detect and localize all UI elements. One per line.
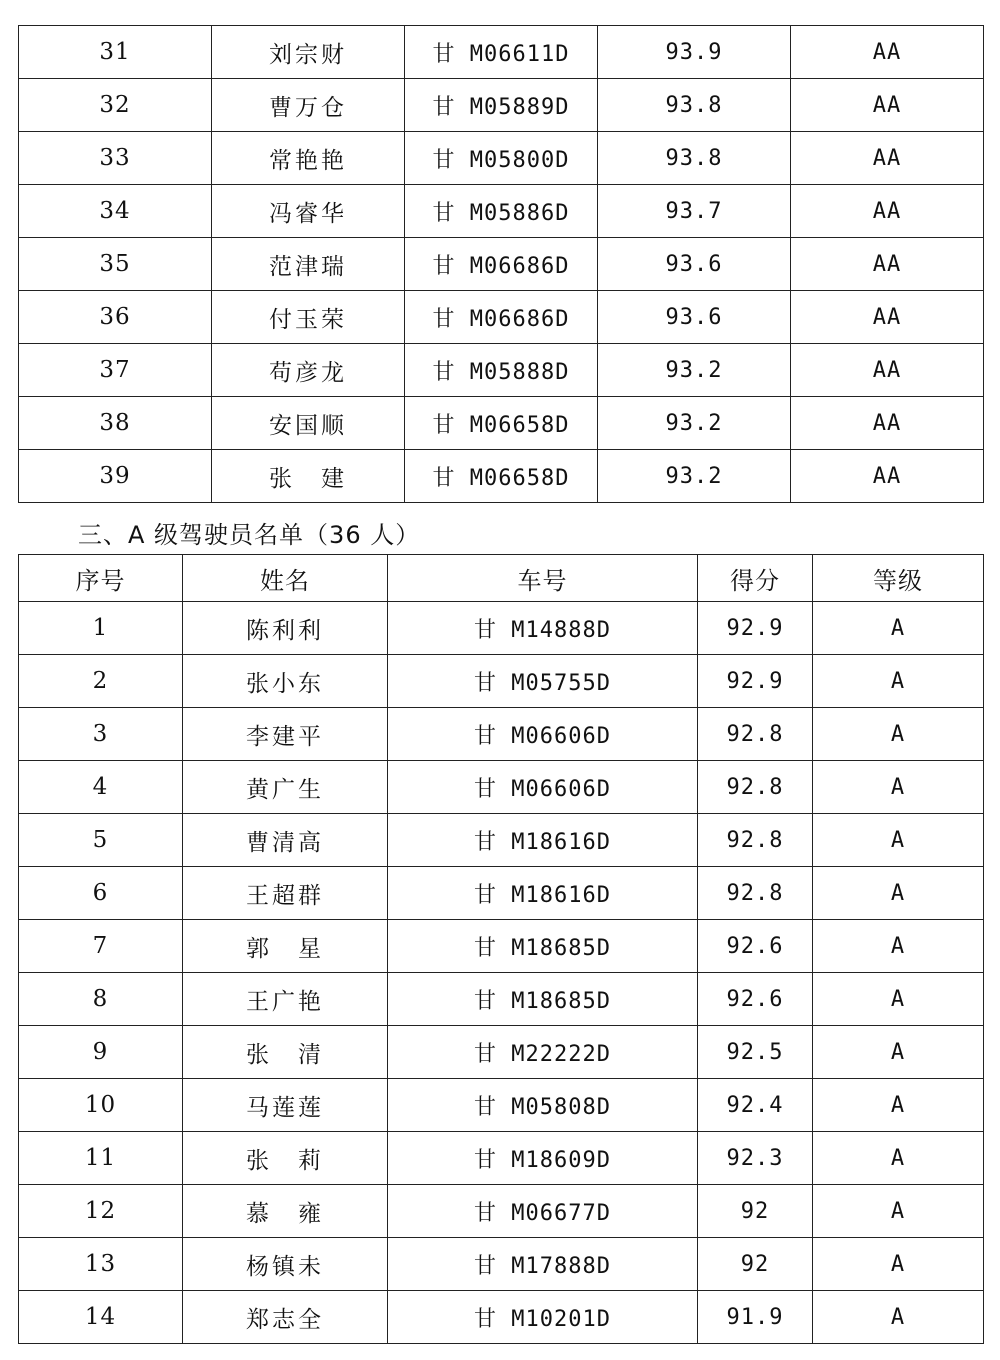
table-row xyxy=(19,867,984,920)
table-row xyxy=(19,1079,984,1132)
cell-no: 37 xyxy=(19,344,212,397)
table-row xyxy=(19,1238,984,1291)
cell-grade: A xyxy=(813,1185,984,1238)
cell-no: 5 xyxy=(19,814,183,867)
table-row xyxy=(19,185,984,238)
cell-grade: A xyxy=(813,867,984,920)
table-row xyxy=(19,1291,984,1344)
cell-grade: AA xyxy=(791,79,984,132)
cell-no: 9 xyxy=(19,1026,183,1079)
cell-score: 93.2 xyxy=(598,450,791,503)
cell-plate: 甘 M06611D xyxy=(405,26,598,79)
header-grade: 等级 xyxy=(813,555,984,602)
cell-grade: AA xyxy=(791,344,984,397)
cell-no: 4 xyxy=(19,761,183,814)
cell-score: 93.8 xyxy=(598,132,791,185)
cell-grade: A xyxy=(813,655,984,708)
cell-name: 苟彦龙 xyxy=(212,344,405,397)
cell-no: 3 xyxy=(19,708,183,761)
cell-plate: 甘 M17888D xyxy=(388,1238,698,1291)
cell-name: 张 莉 xyxy=(183,1132,388,1185)
cell-plate: 甘 M06606D xyxy=(388,761,698,814)
cell-no: 36 xyxy=(19,291,212,344)
cell-no: 32 xyxy=(19,79,212,132)
cell-grade: A xyxy=(813,1026,984,1079)
header-name: 姓名 xyxy=(183,555,388,602)
cell-name: 付玉荣 xyxy=(212,291,405,344)
cell-name: 张 清 xyxy=(183,1026,388,1079)
cell-grade: AA xyxy=(791,238,984,291)
table-row xyxy=(19,344,984,397)
header-row xyxy=(19,555,984,602)
cell-plate: 甘 M06658D xyxy=(405,450,598,503)
cell-name: 范津瑞 xyxy=(212,238,405,291)
header-score: 得分 xyxy=(698,555,813,602)
cell-score: 92.4 xyxy=(698,1079,813,1132)
cell-name: 张 建 xyxy=(212,450,405,503)
table-row xyxy=(19,761,984,814)
cell-name: 李建平 xyxy=(183,708,388,761)
cell-score: 92 xyxy=(698,1185,813,1238)
cell-plate: 甘 M05800D xyxy=(405,132,598,185)
cell-grade: A xyxy=(813,1238,984,1291)
cell-score: 92.6 xyxy=(698,973,813,1026)
cell-plate: 甘 M06606D xyxy=(388,708,698,761)
cell-score: 92 xyxy=(698,1238,813,1291)
cell-score: 93.2 xyxy=(598,397,791,450)
cell-no: 10 xyxy=(19,1079,183,1132)
cell-name: 张小东 xyxy=(183,655,388,708)
cell-grade: AA xyxy=(791,291,984,344)
cell-no: 1 xyxy=(19,602,183,655)
cell-score: 92.9 xyxy=(698,655,813,708)
cell-grade: AA xyxy=(791,397,984,450)
a-driver-table xyxy=(18,554,984,1344)
table-row xyxy=(19,291,984,344)
header-plate: 车号 xyxy=(388,555,698,602)
cell-name: 郭 星 xyxy=(183,920,388,973)
table-row xyxy=(19,238,984,291)
cell-score: 92.6 xyxy=(698,920,813,973)
cell-no: 8 xyxy=(19,973,183,1026)
cell-score: 92.5 xyxy=(698,1026,813,1079)
cell-name: 刘宗财 xyxy=(212,26,405,79)
section-title: 三、A 级驾驶员名单（36 人） xyxy=(78,521,421,549)
cell-plate: 甘 M18616D xyxy=(388,814,698,867)
cell-grade: A xyxy=(813,973,984,1026)
cell-name: 王超群 xyxy=(183,867,388,920)
cell-score: 92.9 xyxy=(698,602,813,655)
cell-name: 安国顺 xyxy=(212,397,405,450)
cell-plate: 甘 M18609D xyxy=(388,1132,698,1185)
cell-score: 92.8 xyxy=(698,867,813,920)
cell-name: 常艳艳 xyxy=(212,132,405,185)
cell-grade: A xyxy=(813,1079,984,1132)
cell-no: 31 xyxy=(19,26,212,79)
cell-name: 冯睿华 xyxy=(212,185,405,238)
table-row xyxy=(19,397,984,450)
cell-name: 黄广生 xyxy=(183,761,388,814)
cell-plate: 甘 M06686D xyxy=(405,291,598,344)
cell-grade: AA xyxy=(791,450,984,503)
cell-no: 14 xyxy=(19,1291,183,1344)
cell-plate: 甘 M18685D xyxy=(388,920,698,973)
cell-name: 杨镇未 xyxy=(183,1238,388,1291)
cell-score: 93.7 xyxy=(598,185,791,238)
cell-name: 郑志全 xyxy=(183,1291,388,1344)
table-row xyxy=(19,973,984,1026)
cell-score: 92.8 xyxy=(698,814,813,867)
cell-name: 曹万仓 xyxy=(212,79,405,132)
table-row xyxy=(19,1026,984,1079)
cell-plate: 甘 M05888D xyxy=(405,344,598,397)
table-row xyxy=(19,920,984,973)
cell-score: 92.8 xyxy=(698,708,813,761)
cell-plate: 甘 M05886D xyxy=(405,185,598,238)
cell-grade: A xyxy=(813,814,984,867)
cell-plate: 甘 M22222D xyxy=(388,1026,698,1079)
cell-grade: AA xyxy=(791,132,984,185)
cell-name: 王广艳 xyxy=(183,973,388,1026)
table-row xyxy=(19,26,984,79)
cell-no: 13 xyxy=(19,1238,183,1291)
cell-name: 陈利利 xyxy=(183,602,388,655)
cell-score: 93.6 xyxy=(598,238,791,291)
a-table-header xyxy=(19,555,984,602)
cell-no: 2 xyxy=(19,655,183,708)
cell-plate: 甘 M18685D xyxy=(388,973,698,1026)
cell-no: 11 xyxy=(19,1132,183,1185)
cell-plate: 甘 M06686D xyxy=(405,238,598,291)
cell-plate: 甘 M18616D xyxy=(388,867,698,920)
table-row xyxy=(19,814,984,867)
table-row xyxy=(19,1185,984,1238)
cell-name: 慕 雍 xyxy=(183,1185,388,1238)
aa-driver-table xyxy=(18,25,984,503)
table-row xyxy=(19,1132,984,1185)
cell-score: 92.8 xyxy=(698,761,813,814)
cell-score: 93.9 xyxy=(598,26,791,79)
cell-score: 93.6 xyxy=(598,291,791,344)
cell-grade: AA xyxy=(791,185,984,238)
cell-grade: A xyxy=(813,920,984,973)
cell-grade: A xyxy=(813,602,984,655)
table-row xyxy=(19,655,984,708)
aa-table-body xyxy=(19,26,984,503)
a-table-body xyxy=(19,602,984,1344)
cell-no: 12 xyxy=(19,1185,183,1238)
header-no: 序号 xyxy=(19,555,183,602)
cell-no: 6 xyxy=(19,867,183,920)
cell-plate: 甘 M06677D xyxy=(388,1185,698,1238)
table-row xyxy=(19,450,984,503)
cell-score: 91.9 xyxy=(698,1291,813,1344)
cell-grade: A xyxy=(813,1132,984,1185)
cell-grade: AA xyxy=(791,26,984,79)
cell-plate: 甘 M05808D xyxy=(388,1079,698,1132)
cell-score: 92.3 xyxy=(698,1132,813,1185)
cell-score: 93.2 xyxy=(598,344,791,397)
cell-name: 马莲莲 xyxy=(183,1079,388,1132)
cell-grade: A xyxy=(813,708,984,761)
cell-score: 93.8 xyxy=(598,79,791,132)
cell-grade: A xyxy=(813,1291,984,1344)
cell-no: 39 xyxy=(19,450,212,503)
cell-no: 33 xyxy=(19,132,212,185)
cell-grade: A xyxy=(813,761,984,814)
cell-no: 35 xyxy=(19,238,212,291)
cell-no: 34 xyxy=(19,185,212,238)
cell-plate: 甘 M06658D xyxy=(405,397,598,450)
cell-no: 7 xyxy=(19,920,183,973)
table-row xyxy=(19,79,984,132)
cell-plate: 甘 M05755D xyxy=(388,655,698,708)
table-row xyxy=(19,708,984,761)
cell-plate: 甘 M14888D xyxy=(388,602,698,655)
table-row xyxy=(19,132,984,185)
table-row xyxy=(19,602,984,655)
cell-plate: 甘 M05889D xyxy=(405,79,598,132)
cell-no: 38 xyxy=(19,397,212,450)
cell-plate: 甘 M10201D xyxy=(388,1291,698,1344)
cell-name: 曹清高 xyxy=(183,814,388,867)
